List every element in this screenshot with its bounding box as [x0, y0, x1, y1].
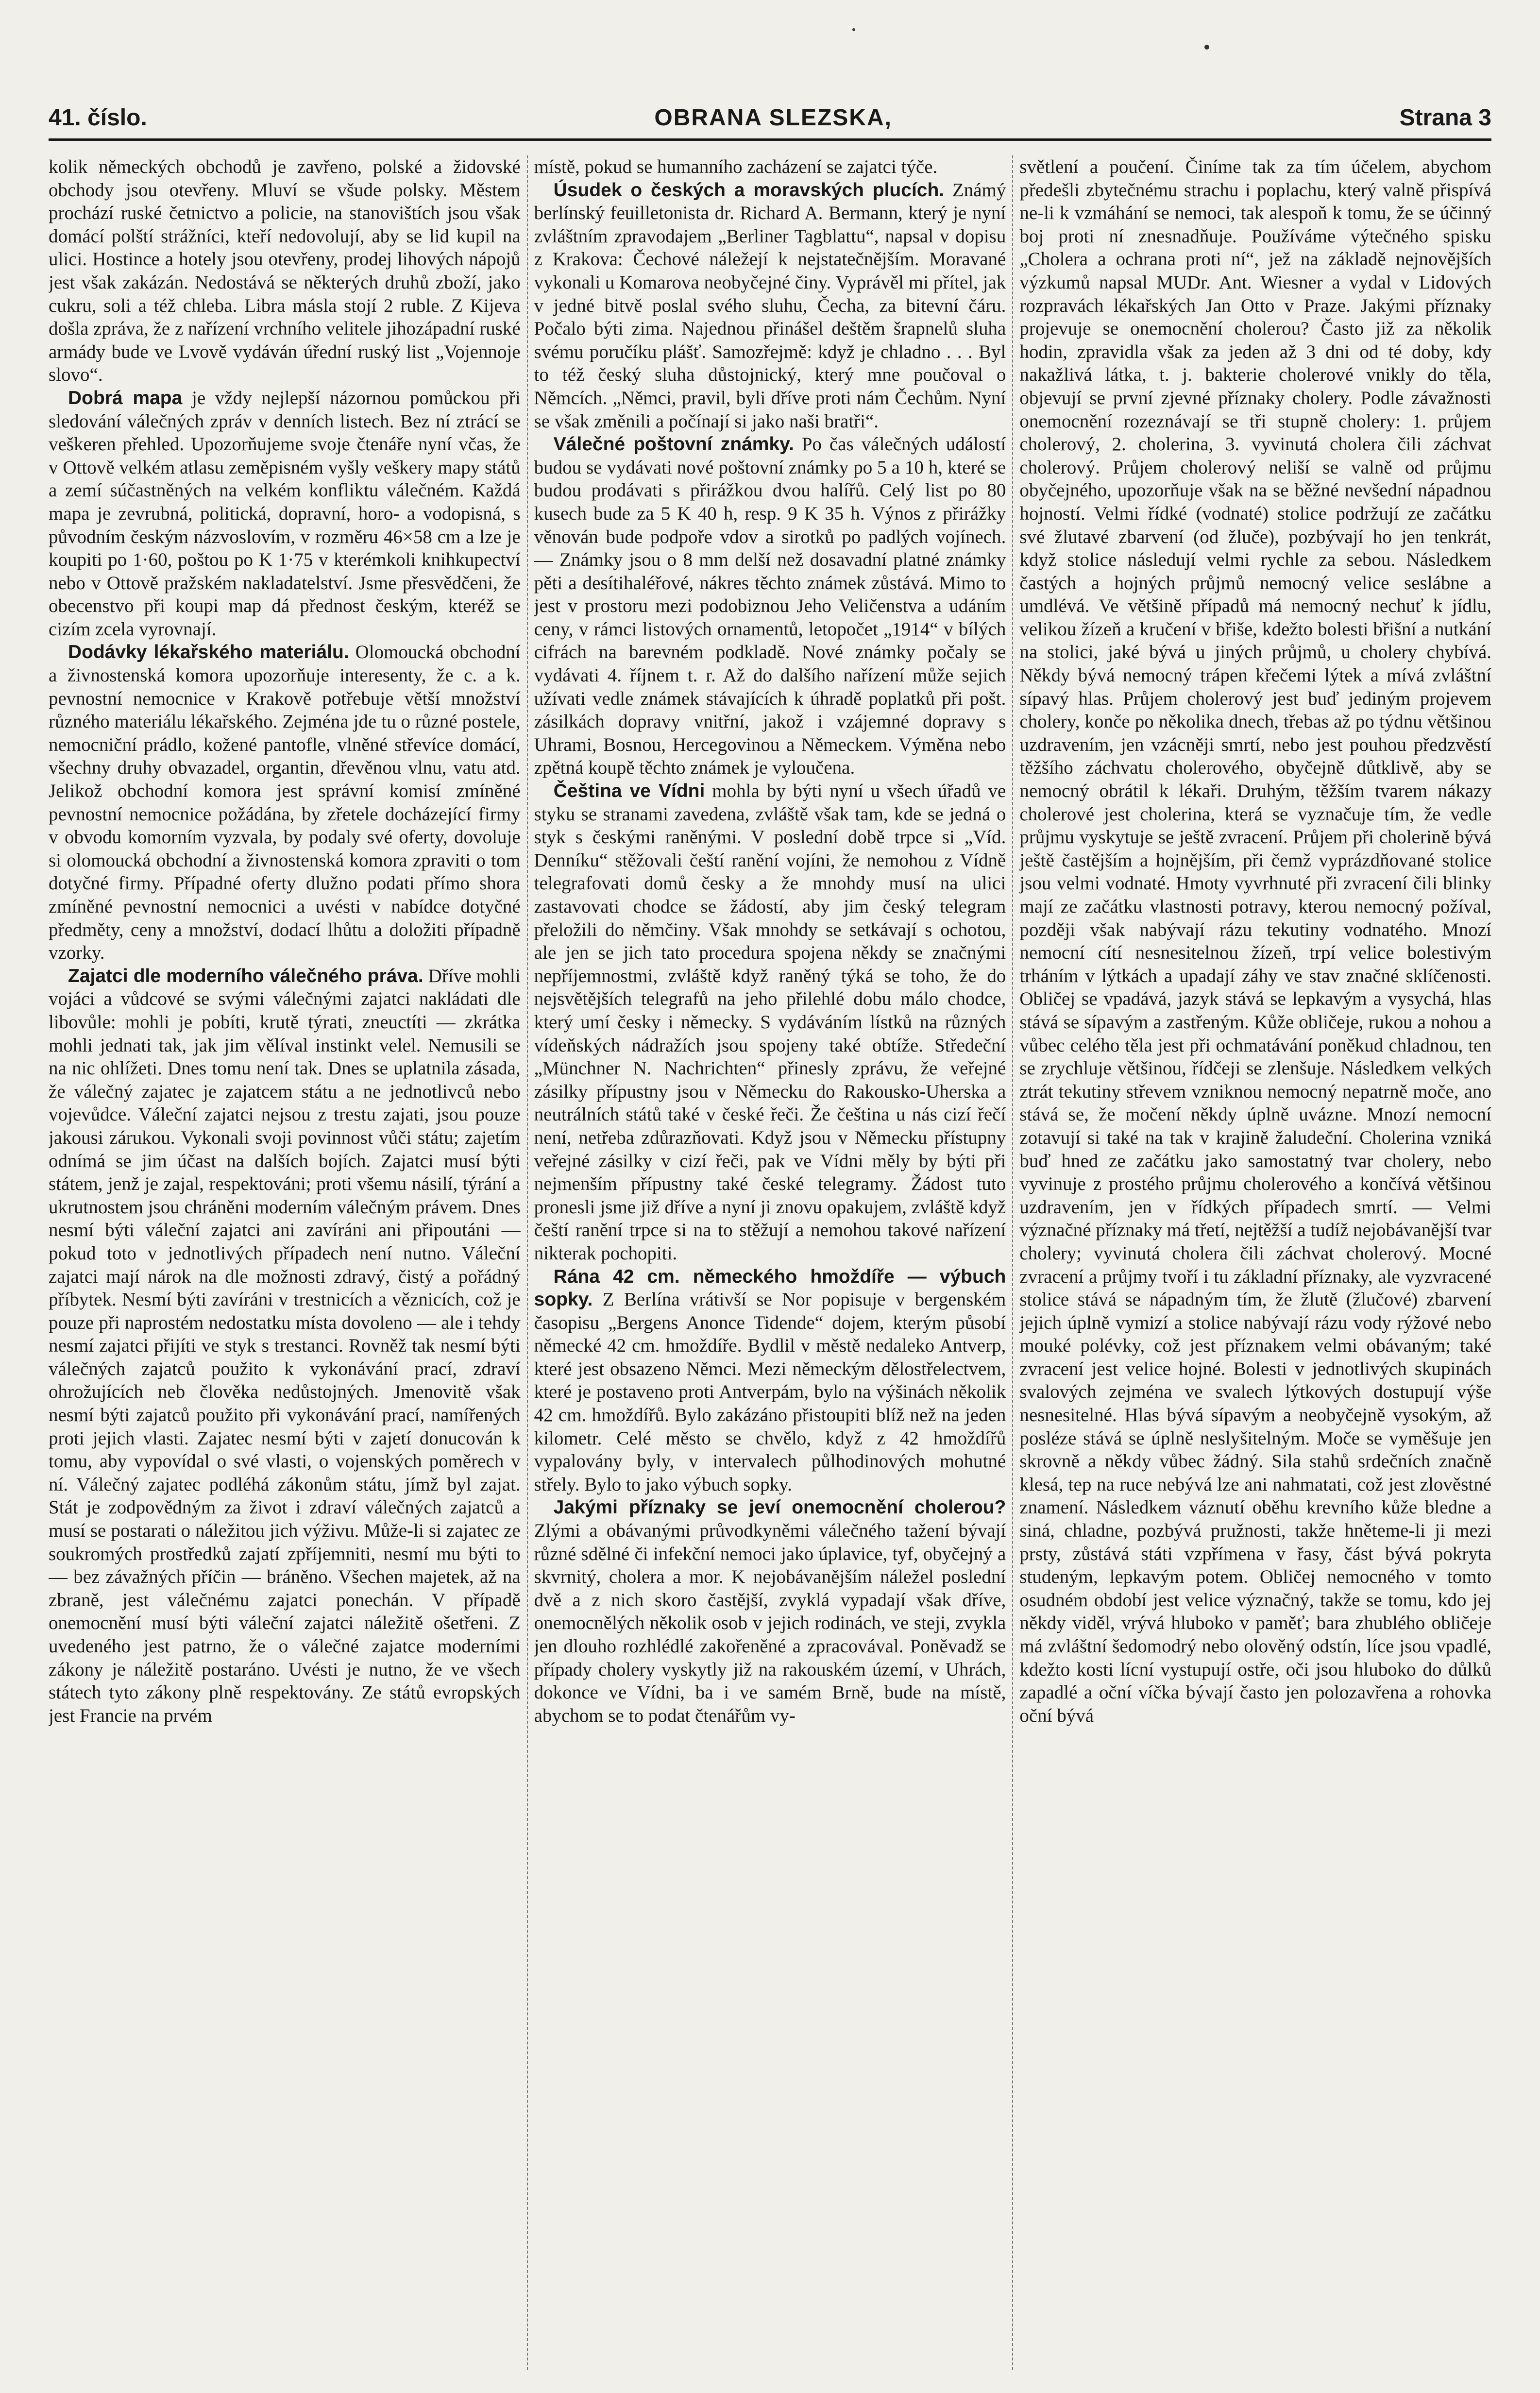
article-columns	[49, 155, 1491, 2370]
article-medical-supplies	[49, 641, 521, 964]
article-body: Po čas válečných událostí budou se vydávati nové poštovní známky po 5 a 10 h, které se budou prodávati s přirážkou dvou halířů. Celý list po 80 kusech bude za 5 K 40 h, resp. 9 K 35 h. Výnos z přirážky věnován bude podpoře vdov a sirotků po padlých vojínech. — Známky jsou o 8 mm delší než dosavadní platné známky pěti a desítihaléřové, nákres těchto známek zůstává. Mimo to jest v prostoru mezi podobiznou Jeho Veličenstva a udáním ceny, v rámci listových ornamentů, letopočet „1914“ v bílých cifrách na barevném podkladě. Nové známky počaly se vydávati 4. říjnem t. r. Až do dalšího nařízení může sejich užívati vedle známek stávajících k úhradě poplatků při pošt. zásilkách dopravy vnitřní, jakož i vzájemné dopravy s Uhrami, Bosnou, Hercegovinou a Německem. Výměna nebo zpětná koupě těchto známek je vyloučena.	[534, 434, 1006, 779]
article-regiments	[534, 179, 1006, 433]
article-heading: Čeština ve Vídni	[553, 781, 705, 802]
article-body: Známý berlínský feuilletonista dr. Richard A. Bermann, který je nyní zvláštním zpravodajem „Berliner Tagblattu“, napsal v dopisu z Krakova: Čechové náležejí k nejstatečnějším. Moravané vykonali u Komarova neobyčejné činy. Vyprávěl mi přítel, jak v jedné bitvě poslal svého sluhu, Čecha, za bitevní čáru. Počalo býti zima. Najednou přinášel deštěm šrapnelů sluha svému poručíku plášť. Samozřejmě: když je chladno . . . Byl to též český sluha důstojnický, který mne poučoval o Němcích. „Němci, pravil, byli dříve proti nám Čechům. Nyní se však změnili a počínají si jako naši bratři“.	[534, 179, 1006, 432]
article-body: Zlými a obávanými průvodkyněmi válečného tažení bývají různé sdělné či infekční nemoci jako úplavice, tyf, obyčejný a skvrnitý, cholera a mor. K nejobávanějším náležel poslední dvě a z nich skoro častější, zvyklá vypadají však dříve, onemocnělých několik osob v jejich rodinách, ve steji, zvykla jen dlouho rozhlédlé zakořeněné a zpracovával. Poněvadž se případy cholery vyskytly již na rakouském území, v Uhrách, dokonce ve Vídni, ba i ve samém Brně, bude na místě, abychom se to podat čtenářům vy-	[534, 1520, 1006, 1726]
ink-speck	[1204, 45, 1209, 50]
issue-number: 41. číslo.	[49, 105, 147, 131]
header-rule	[49, 138, 1491, 141]
article-heading: Zajatci dle moderního válečného práva.	[68, 965, 423, 986]
article-continuation: kolik německých obchodů je zavřeno, polské a židovské obchody jsou otevřeny. Mluví se všude polsky. Městem prochází ruské četnictvo a policie, na stanovištích jsou však domácí polští strážníci, kteří nedovolují, aby se lid kupil na ulici. Hostince a hotely jsou otevřeny, prodej lihových nápojů jest však zakázán. Nedostává se některých druhů zboží, jako cukru, soli a též chleba. Libra másla stojí 2 ruble. Z Kijeva došla zpráva, že z nařízení vrchního velitele jihozápadní ruské armády bude ve Lvově vydáván úřední ruský list „Vojennoje slovo“.	[49, 156, 521, 386]
column-3	[1019, 155, 1491, 2370]
article-cholera	[534, 1496, 1006, 1727]
article-heading: Úsudek o českých a moravských plucích.	[553, 179, 945, 201]
page-header	[49, 104, 1491, 138]
column-2	[534, 155, 1006, 2370]
article-heading: Dodávky lékařského materiálu.	[68, 642, 349, 663]
newspaper-title: OBRANA SLEZSKA,	[654, 105, 892, 131]
article-heading: Válečné poštovní známky.	[553, 434, 794, 455]
article-continuation: místě, pokud se humanního zacházení se zajatci týče.	[534, 156, 938, 177]
column-1	[49, 155, 521, 2370]
article-body: Olomoucká obchodní a živnostenská komora upozorňuje interesenty, že c. a k. pevnostní nemocnice v Krakově potřebuje větší množství různého materiálu lékařského. Zejména jde tu o různé postele, nemocniční prádlo, kožené pantofle, vlněné střevíce domácí, všechny druhy obvazadel, organtin, dřevěnou vlnu, vatu atd. Jelikož obchodní komora jest správní komisí zmíněné pevnostní nemocnice požádána, by zřetele docházející firmy v obvodu komorním vyzvala, by podaly své oferty, dovoluje si olomoucká obchodní a živnostenská komora zpraviti o tom dotyčné firmy. Případné oferty dlužno podati přímo shora zmíněné pevnostní nemocnici a uvésti v nabídce dotyčné předměty, ceny a množství, dodací lhůtu a doložiti případně vzorky.	[49, 642, 521, 964]
article-stamps	[534, 433, 1006, 780]
ink-speck	[852, 28, 855, 31]
article-map	[49, 387, 521, 641]
article-heading: Dobrá mapa	[68, 387, 183, 408]
article-body: je vždy nejlepší názornou pomůckou při sledování válečných zpráv v denních listech. Bez ní ztrácí se veškeren přehled. Upozorňujeme svoje čtenáře nyní včas, že v Ottově velkém atlasu zeměpisném vyšly veškery mapy států a zemí súčastněných na velkém konfliktu válečném. Každá mapa je zevrubná, politická, dopravní, horo- a vodopisná, s původním českým názvoslovím, v rozměru 46×58 cm a lze je koupiti po 1·60, poštou po K 1·75 v kterémkoli knihkupectví nebo v Ottově pražském nakladatelství. Jsme přesvědčeni, že obecenstvo při koupi map dá přednost českým, kteréž se cizím zcela vyrovnají.	[49, 387, 521, 640]
article-body: Dříve mohli vojáci a vůdcové se svými válečnými zajatci nakládati dle libovůle: mohli je pobíti, krutě týrati, zneuctíti — zkrátka mohli jednati tak, jak jim vělíval instinkt velel. Nemusili se na nic ohlížeti. Dnes tomu není tak. Dnes se uplatnila zásada, že válečný zajatec je zajatcem státu a ne jednotlivců nebo vojevůdce. Váleční zajatci nejsou z trestu zajati, jsou pouze jakousi zárukou. Vykonali svoji povinnost vůči státu; zajetím odnímá se jim účast na dalších bojích. Zajatci musí býti státem, jenž je zajal, respektováni; proti všemu násilí, týrání a ukrutnostem jsou chráněni moderním válečným právem. Dnes nesmí býti váleční zajatci ani zavíráni ani připoutáni — pokud toto v jednotlivých případech není nutno. Váleční zajatci mají nárok na dle možnosti zdravý, čistý a pořádný příbytek. Nesmí býti zavíráni v trestnicích a věznicích, což je pouze při naprostém nedostatku místa dovoleno — ale i tehdy nesmí zajatci přijíti ve styk s trestanci. Rovněž tak nesmí býti válečných zajatců použito k vykonávání prací, zdraví ohrožujících neb člověka nedůstojných. Jmenovitě však nesmí býti zajatců použito při vykonávání prací, namířených proti jejich vlasti. Zajatec nesmí býti v zajetí donucován k tomu, aby vypovídal o své vlasti, o vojenských poměrech v ní. Válečný zajatec podléhá zákonům státu, jímž byl zajat. Stát je zodpovědným za život i zdraví válečných zajatců a musí se postarati o náležitou jich výživu. Může-li si zajatec ze soukromých prostředků zajatí zpříjemniti, nesmí mu býti to — bez závažných příčin — bráněno. Všechen majetek, až na zbraně, jest válečnému zajatci ponechán. V případě onemocnění musí býti váleční zajatci náležitě ošetřeni. Z uvedeného jest patrno, že o válečné zajatce moderními zákony je náležitě postaráno. Uvésti je nutno, že ve všech státech tyto zákony plně respektovány. Ze států evropských jest Francie na prvém	[49, 965, 521, 1726]
article-heading: Jakými příznaky se jeví onemocnění cholerou?	[553, 1497, 1006, 1518]
article-mortar	[534, 1265, 1006, 1496]
article-body: Z Berlína vrátivší se Nor popisuje v bergenském časopisu „Bergens Anonce Tidende“ dojem, kterým působí německé 42 cm. hmoždíře. Bydlil v městě nedaleko Antverp, které jest obsazeno Němci. Mezi německým dělostřelectvem, které je postaveno proti Antverpám, bylo na výšinách několik 42 cm. hmoždířů. Bylo zakázáno přistoupiti blíž než na jeden kilometr. Celé město se chvělo, když z 42 hmoždířů vypalovány byly, v intervalech půlhodinových mohutné střely. Bylo to jako výbuch sopky.	[534, 1289, 1006, 1495]
column-divider	[527, 155, 528, 2370]
article-continuation: světlení a poučení. Činíme tak za tím účelem, abychom předešli zbytečnému strachu i poplachu, který valně přispívá ne-li k vzmáhání se nemoci, tak alespoň k tomu, že se účinný boj proti ní znesnadňuje. Používáme výtečného spisku „Cholera a ochrana proti ní“, jež na základě nejnovějších výzkumů napsal MUDr. Ant. Wiesner a vydal v Lidových rozpravách lékařských Jan Otto v Praze. Jakými příznaky projevuje se onemocnění cholerou? Často již za několik hodin, zpravidla však za jeden až 3 dni od té doby, kdy nakažlivá látka, t. j. bakterie cholerové vnikly do těla, objevují se první zjevné příznaky cholery. Podle závažnosti onemocnění rozeznávají se tři stupně cholery: 1. průjem cholerový, 2. cholerina, 3. vyvinutá cholera čili záchvat cholerový. Průjem cholerový neliší se valně od průjmu obyčejného, upozorňuje však na se běžné nevšední nápadnou hojností. Velmi řídké (vodnaté) stolice podržují ze začátku své žlutavé zbarvení (od žluče), pozbývají ho jen tenkrát, když stolice následují velmi rychle za sebou. Následkem častých a hojných průjmů nemocný velice seslábne a umdlévá. Ve většině případů má nemocný nechuť k jídlu, velikou žízeň a kručení v břiše, kdežto bolesti břišní a nutkání na stolici, jaké bývá u jiných průjmů, u cholery chybívá. Někdy bývá nemocný trápen křečemi lýtek a mívá zvláštní sípavý hlas. Průjem cholerový jest buď jediným projevem cholery, konče po několika dnech, třebas až po týdnu většinou uzdravením, jen vzácněji smrtí, nebo jest pouhou předzvěstí těžšího záchvatu cholerového, obyčejně důtklivě, aby se nemocný obrátil k lékaři. Druhým, těžším tvarem nákazy cholerové jest cholerina, která se vyznačuje tím, že vedle průjmu vyskytuje se ještě zvracení. Průjem při cholerině bývá ještě častějším a hojnějším, při čemž vyprázdňované stolice jsou velmi vodnaté. Hmoty vyvrhnuté při zvracení čili blinky mají ze začátku vlastnosti potravy, kterou nemocný požíval, později však nabývají rázu tekutiny vodnatého. Mnozí nemocní cítí nesnesitelnou žízeň, trpí velice bolestivým trháním v lýtkách a upadají záhy ve stav značné sklíčenosti. Obličej se vpadává, jazyk stává se lepkavým a vysychá, hlas stává se sípavým a zastřeným. Kůže obličeje, rukou a nohou a vůbec celého těla jest při ochmatávání poněkud chladnou, ten se zrychluje většinou, řídčeji se zlenšuje. Následkem velkých ztrát tekutiny střevem vzniknou nemocný nepatrně moče, ano stává se, že močení někdy úplně uvázne. Mnozí nemocní zotavují si také na tak v krajině žaludeční. Cholerina vzniká buď hned ze začátku jako samostatný tvar cholery, nebo vyvinuje z prostého průjmu cholerového a končívá většinou uzdravením, jen v řídkých případech smrtí. — Velmi význačné příznaky má třetí, nejtěžší a tudíž nejobávanější tvar cholery; vyvinutá cholera čili záchvat cholerový. Mocné zvracení a průjmy tvoří i tu základní příznaky, ale vyzvracené stolice stává se nápadným tím, že žlutě (žlučové) zbarvení jejich úplně vymizí a stolice nabývají rázu vody rýžové nebo mouké polévky, což jest příznakem velmi obávaným; také zvracení jest velice hojné. Bolesti v jednotlivých skupinách svalových zejména ve svalech lýtkových dostupují výše nesnesitelné. Hlas bývá sípavým a neobyčejně vysokým, až posléze stává se úplně neslyšitelným. Moče se vyměšuje jen skrovně a někdy vůbec žádný. Sila stahů srdečních značně klesá, tep na ruce nebývá lze ani nahmatati, což jest zlověstné znamení. Následkem váznutí oběhu krevního kůže bledne a siná, chladne, pozbývá pružnosti, takže hněteme-li ji mezi prsty, zůstává státi vzpřímena v řasy, část bývá pokryta studeným, lepkavým potem. Obličej nemocného v tomto osudném období jest velice význačný, takže se tomu, kdo jej někdy viděl, vrývá hluboko v paměť; bara zhublého obličeje má zvláštní šedomodrý nebo olověný odstín, líce jsou vpadlé, kdežto kosti lícní vystupují ostře, oči jsou hluboko do důlků zapadlé a oční víčka bývají často jen polozavřena a rohovka oční bývá	[1019, 156, 1492, 1726]
article-body: mohla by býti nyní u všech úřadů ve styku se stranami zavedena, zvláště však tam, kde se jedná o styk s českými raněnými. V poslední době trpce si „Víd. Denníku“ stěžovali čeští ranění vojíni, že nemohou z Vídně telegrafovati domů česky a že mnohdy musí na ulici zastavovati chodce se žádostí, aby jim český telegram přeložili do němčiny. Však mnohdy se setkávají s ochotou, ale jen se jich tato procedura spojena někdy se značnými nepříjemnostmi, zvláště když raněný týká se toho, že do nejsvětějších telegrafů na jeho přilehlé dobu málo chodce, který umí česky i německy. S vydáváním lístků na různých vídeňských nádražích jsou spojeny také obtíže. Středeční „Münchner N. Nachrichten“ přinesly zprávu, že veřejné zásilky přípustny jsou v Německu do Rakousko-Uherska a neutrálních států také v české řeči. Že čeština u nás cizí řečí není, netřeba zdůrazňovati. Když jsou v Německu přístupny veřejné zásilky v cizí řeči, pak ve Vídni měly by býti při nejmenším přípustny také české telegramy. Žádost tuto pronesli jsme již dříve a nyní ji znovu opakujem, zvláště když čeští ranění trpce si na to stěžují a nemohou takové nařízení nikterak pochopiti.	[534, 781, 1006, 1264]
column-divider	[1012, 155, 1013, 2370]
article-prisoners	[49, 965, 521, 1728]
article-heading: Rána 42 cm. německého hmoždíře — výbuch sopky.	[534, 1266, 1006, 1310]
page-number: Strana 3	[1399, 105, 1491, 131]
article-czech-vienna	[534, 780, 1006, 1265]
